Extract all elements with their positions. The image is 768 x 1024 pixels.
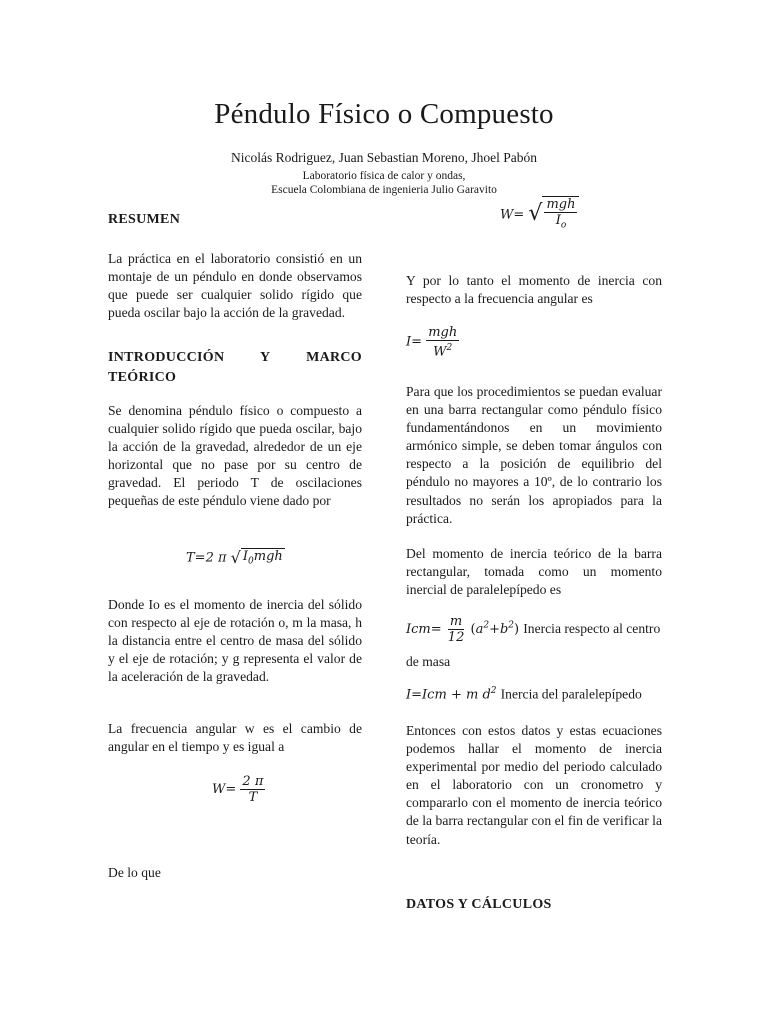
equation-w-sqrt: W= √ $\frac{\text{mgh}}{I_o}$ (500, 196, 579, 234)
equation-parallel-axis: I=Icm + m $d^2$ Inercia del paralelepípedo (406, 686, 642, 703)
equation-icm-continuation: de masa (406, 654, 451, 669)
ypor-paragraph: Y por lo tanto el momento de inercia con respecto a la frecuencia angular es (406, 273, 662, 307)
intro-paragraph: Se denomina péndulo físico o compuesto a cualquier solido rígido que pueda oscilar, bajo la acción de la gravedad, alrededor de un eje horizontal que no pase por su centro de gravedad. El periodo T de oscilaciones pequeñas de este péndulo viene dado por (108, 403, 362, 509)
equation-inertia: I= $\frac{\text{mgh}}{W^2}$ (406, 325, 458, 360)
frecuencia-paragraph: La frecuencia angular w es el cambio de angular en el tiempo y es igual a (108, 721, 362, 755)
datos-heading: DATOS Y CÁLCULOS (406, 897, 552, 912)
procedimientos-paragraph: Para que los procedimientos se puedan evaluar en una barra rectangular como péndulo físico fundamentándonos en un movimiento armónico simple, se deben tomar ángulos con respecto a la posición de equilibrio del péndulo no mayores a 10º, de lo contrario los resultados no serán los apropiados para la práctica. (406, 384, 662, 526)
authors: Nicolás Rodriguez, Juan Sebastian Moreno, Jhoel Pabón (231, 150, 537, 165)
affiliation-line-2: Escuela Colombiana de ingenieria Julio Garavito (271, 184, 497, 196)
resumen-heading: RESUMEN (108, 212, 181, 227)
equation-icm: Icm= $\frac{m}{12}$ $(a^2+b^2)$ Inercia respecto al centro (406, 614, 661, 645)
intro-heading-line-1 (108, 350, 362, 366)
intro-heading-word-2: Y (260, 350, 271, 365)
entonces-paragraph: Entonces con estos datos y estas ecuaciones podemos hallar el momento de inercia experimental por medio del periodo calculado en el laboratorio con un cronometro y compararlo con el momento de inercia teórico de la barra rectangular con el fin de verificar la teoría. (406, 723, 662, 847)
delo-text: De lo que (108, 865, 161, 880)
intro-heading-line-2: TEÓRICO (108, 370, 177, 385)
intro-heading-word-3: MARCO (306, 350, 362, 365)
equation-angular-frequency: W= $\frac{2 \pi}{T}$ (212, 774, 264, 805)
affiliation-line-1: Laboratorio física de calor y ondas, (302, 170, 466, 182)
donde-paragraph: Donde Io es el momento de inercia del sólido con respecto al eje de rotación o, m la masa, h la distancia entre el centro de masa del sólido y el eje de rotación; y g representa el valor de la aceleración de la gravedad. (108, 597, 362, 685)
momento-teorico-paragraph: Del momento de inercia teórico de la barra rectangular, tomada como un momento inercial de paralelepípedo es (406, 546, 662, 598)
equation-period: T=2 π √ $I_0mgh$ (186, 548, 283, 567)
intro-heading-word-1: INTRODUCCIÓN (108, 350, 225, 365)
resumen-paragraph: La práctica en el laboratorio consistió en un montaje de un péndulo en donde observamos que puede ser cualquier solido rígido que pueda oscilar bajo la acción de la gravedad. (108, 251, 362, 321)
paper-title: Péndulo Físico o Compuesto (214, 98, 554, 130)
